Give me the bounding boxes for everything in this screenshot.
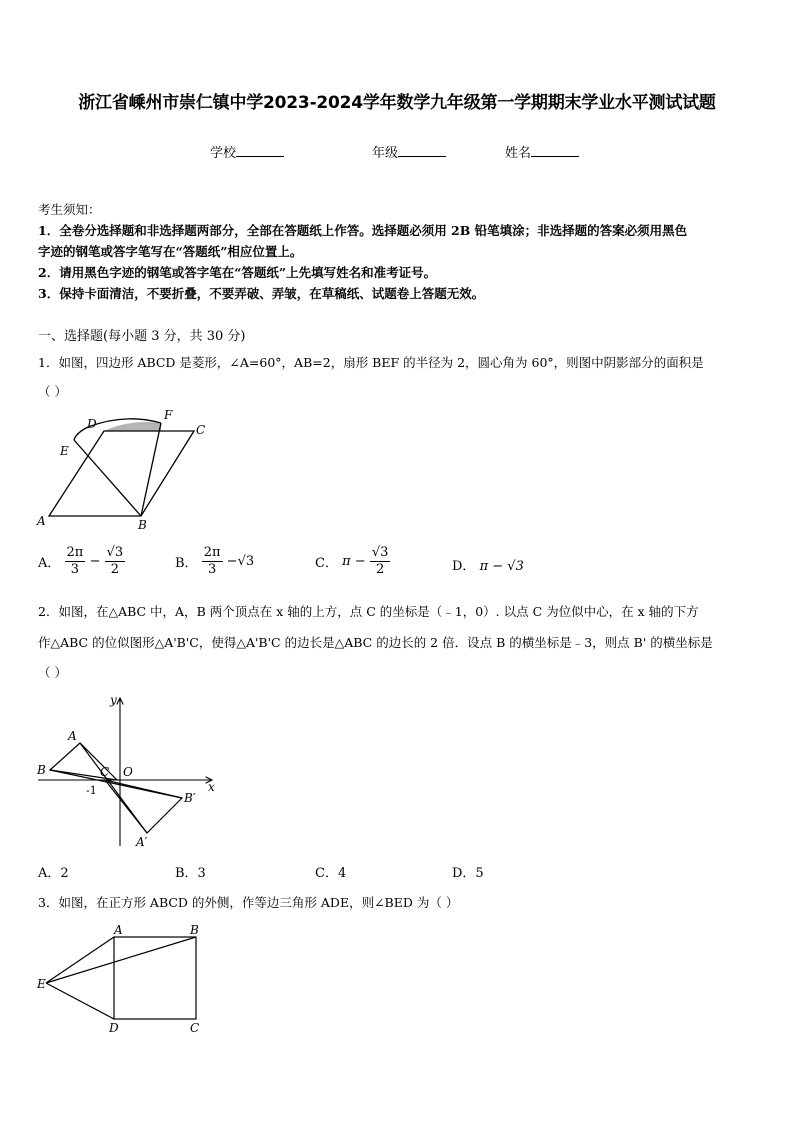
q1-option-c-pre: π − xyxy=(342,554,366,569)
q2-label-aprime: A′ xyxy=(136,835,148,849)
q1-option-c-den: 2 xyxy=(375,562,385,577)
q3-label-b: B xyxy=(190,923,199,937)
q2-option-d[interactable]: D．5 xyxy=(452,866,484,881)
q1-segment-be xyxy=(74,440,141,516)
q1-label-f: F xyxy=(164,408,173,422)
notice-heading: 考生须知： xyxy=(38,202,101,217)
q3-figure xyxy=(30,920,220,1040)
q2-label-minus1: -1 xyxy=(86,784,97,797)
q2-figure xyxy=(30,688,230,858)
q2-label-bprime: B′ xyxy=(184,791,196,805)
q2-option-b[interactable]: B．3 xyxy=(175,866,206,881)
q1-label-b: B xyxy=(138,518,147,532)
q1-option-c-num: √3 xyxy=(371,545,389,560)
q1-label-a: A xyxy=(37,514,46,528)
q1-option-b-num: 2π xyxy=(203,545,221,560)
q2-triangle-apbpc xyxy=(105,780,182,833)
q1-option-a[interactable] xyxy=(38,545,125,578)
q1-text: 1．如图，四边形 ABCD 是菱形，∠A=60°，AB=2，扇形 BEF 的半径为 2，圆心角为 60°，则图中阴影部分的面积是 xyxy=(38,355,704,370)
notice-item-1: 1．全卷分选择题和非选择题两部分，全部在答题纸上作答。选择题必须用 2B 铅笔填涂；非选择题的答案必须用黑色 xyxy=(38,223,688,238)
q1-option-b-letter: B． xyxy=(175,556,198,571)
q1-label-e: E xyxy=(60,444,69,458)
q1-figure xyxy=(30,405,220,535)
q2-label-o: O xyxy=(123,765,133,779)
q2-option-a[interactable]: A．2 xyxy=(38,866,69,881)
q1-option-a-minus: − xyxy=(89,554,101,569)
q1-option-a-den: 3 xyxy=(70,562,80,577)
q2-label-a: A xyxy=(68,729,77,743)
section-heading: 一、选择题(每小题 3 分，共 30 分) xyxy=(38,329,246,344)
q1-label-c: C xyxy=(196,423,206,437)
notice-item-3: 3．保持卡面清洁，不要折叠，不要弄破、弄皱，在草稿纸、试题卷上答题无效。 xyxy=(38,286,485,301)
school-field[interactable] xyxy=(210,142,284,161)
page-title: 浙江省嵊州市崇仁镇中学2023-2024学年数学九年级第一学期期末学业水平测试试题 xyxy=(78,93,716,113)
notice-item-1-cont: 字迹的钢笔或答字笔写在“答题纸”相应位置上。 xyxy=(38,244,303,259)
school-blank[interactable] xyxy=(236,144,284,157)
q2-line-1: 2．如图，在△ABC 中，A，B 两个顶点在 x 轴的上方，点 C 的坐标是（﹣1，0）. 以点 C 为位似中心，在 x 轴的下方 xyxy=(38,604,699,619)
q3-text: 3．如图，在正方形 ABCD 的外侧，作等边三角形 ADE，则∠BED 为（ ） xyxy=(38,895,459,910)
q2-label-x: x xyxy=(208,780,215,794)
q1-option-b-rest: −√3 xyxy=(226,554,255,569)
q2-label-c: C xyxy=(100,765,110,779)
q1-option-d-letter: D． xyxy=(452,559,476,574)
q1-option-b-den: 3 xyxy=(207,562,217,577)
q3-label-a: A xyxy=(114,923,123,937)
school-label: 学校 xyxy=(210,146,237,161)
q1-paren: （ ） xyxy=(38,384,67,399)
q2-label-b: B xyxy=(37,763,46,777)
q3-segment-ae xyxy=(46,937,114,983)
q3-segment-be xyxy=(46,937,196,983)
name-field[interactable] xyxy=(505,142,579,161)
q1-label-d: D xyxy=(87,417,97,431)
q1-option-c-letter: C． xyxy=(315,556,338,571)
q1-option-a-num: 2π xyxy=(66,545,84,560)
q1-option-a-num2: √3 xyxy=(106,545,124,560)
q3-label-e: E xyxy=(37,977,46,991)
name-blank[interactable] xyxy=(531,144,579,157)
q1-option-a-letter: A． xyxy=(38,556,61,571)
notice-item-2: 2．请用黑色字迹的钢笔或答字笔在“答题纸”上先填写姓名和准考证号。 xyxy=(38,265,437,280)
q1-option-d-text: π − √3 xyxy=(479,559,524,574)
grade-field[interactable] xyxy=(372,142,446,161)
q1-option-b[interactable] xyxy=(175,545,254,578)
q2-paren: （ ） xyxy=(38,665,67,680)
q2-option-c[interactable]: C．4 xyxy=(315,866,347,881)
q1-option-c[interactable] xyxy=(315,545,390,578)
q3-label-d: D xyxy=(109,1021,119,1035)
name-label: 姓名 xyxy=(505,146,532,161)
q1-segment-bf xyxy=(141,423,161,516)
q3-segment-de xyxy=(46,983,114,1019)
q1-option-a-den2: 2 xyxy=(110,562,119,577)
q2-label-y: y xyxy=(110,693,117,707)
q3-label-c: C xyxy=(190,1021,200,1035)
q1-option-d[interactable] xyxy=(452,555,524,574)
q2-line-2: 作△ABC 的位似图形△A'B'C，使得△A'B'C 的边长是△ABC 的边长的 2 倍．设点 B 的横坐标是﹣3，则点 B' 的横坐标是 xyxy=(38,635,713,650)
q1-rhombus xyxy=(49,431,194,516)
grade-blank[interactable] xyxy=(398,144,446,157)
grade-label: 年级 xyxy=(372,146,399,161)
